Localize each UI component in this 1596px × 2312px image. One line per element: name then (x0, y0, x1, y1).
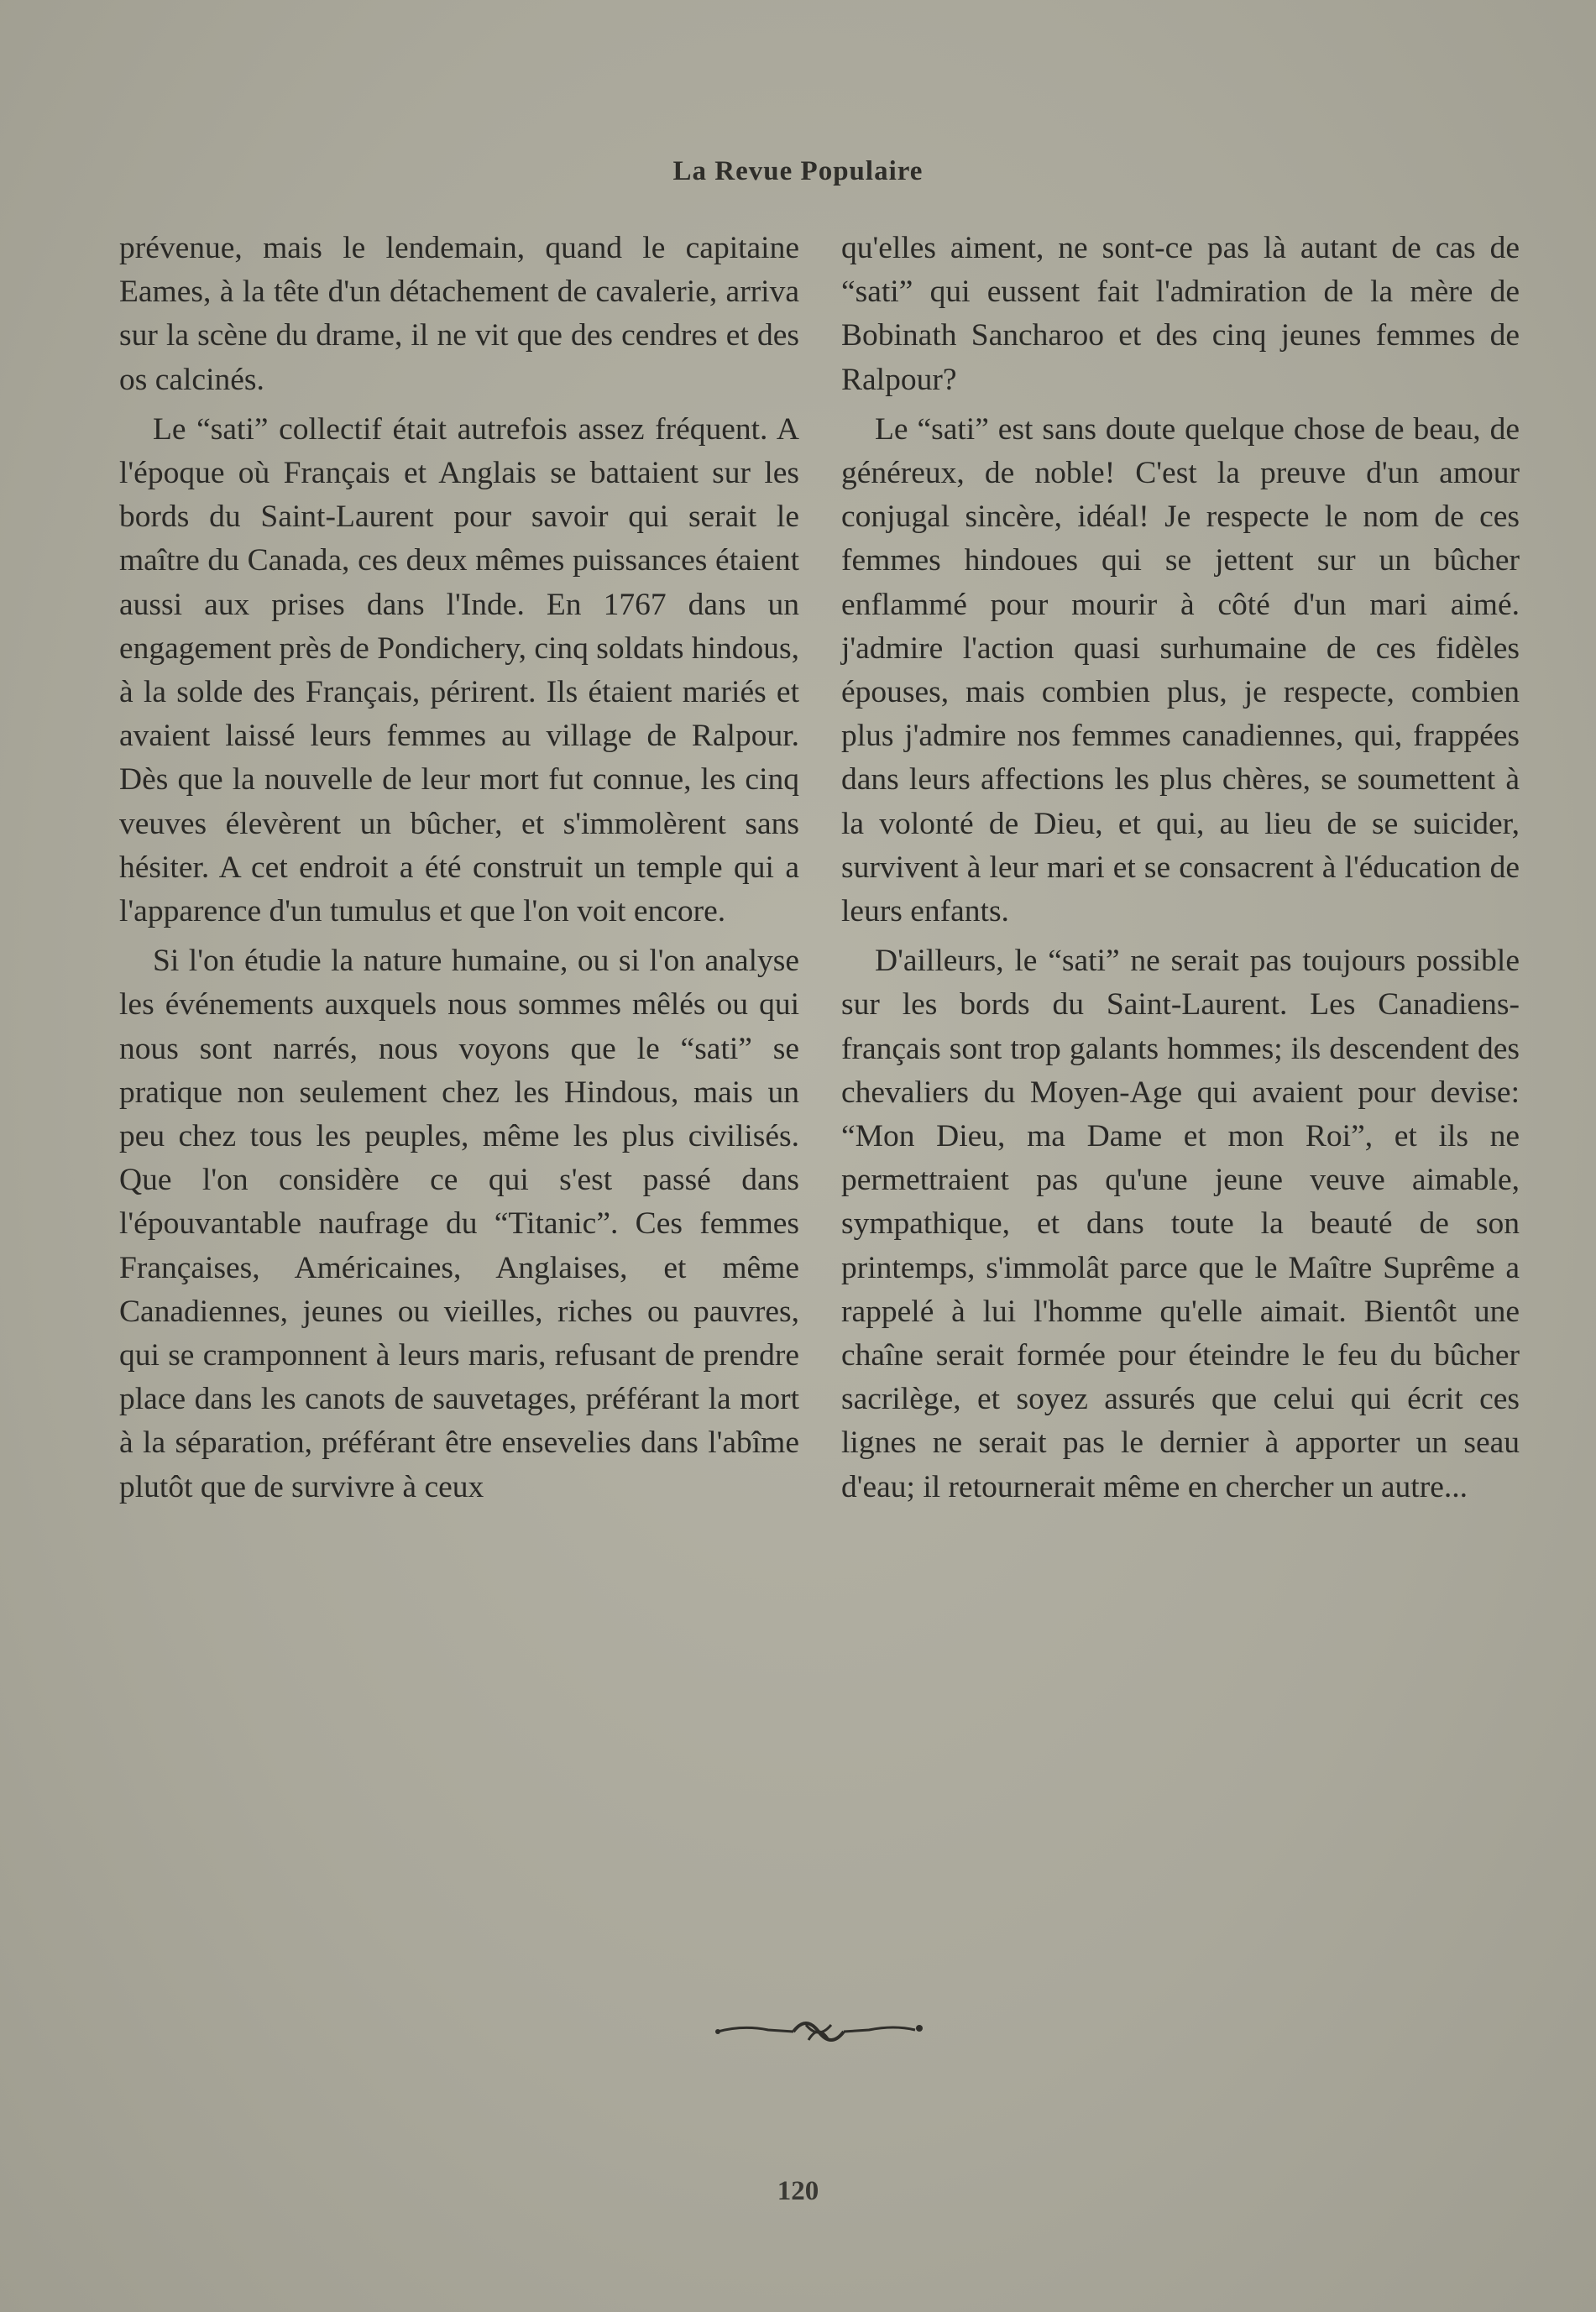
paragraph-continuation: qu'elles aiment, ne sont-ce pas là autant de cas de “sati” qui eussent fait l'admiration de la mère de Bobinath Sancharoo et des cinq jeunes femmes de Ralpour? (841, 231, 1520, 397)
page-number: 120 (777, 2176, 819, 2206)
fleuron-ornament-icon (709, 2006, 928, 2057)
running-header: La Revue Populaire (672, 156, 924, 186)
paragraph: Le “sati” collectif était autrefois assez fréquent. A l'époque où Français et Anglais se battaient sur les bords du Saint-Laurent pour savoir qui serait le maître du Canada, ces deux mêmes puissances étaient aussi aux prises dans l'Inde. En 1767 dans un engagement près de Pondichery, cinq soldats hindous, à la solde des Français, périrent. Ils étaient mariés et avaient laissé leurs femmes au village de Ralpour. Dès que la nouvelle de leur mort fut connue, les cinq veuves élevèrent un bûcher, et s'immolèrent sans hésiter. A cet endroit a été construit un temple qui a l'apparence d'un tumulus et que l'on voit encore. (119, 411, 799, 929)
right-column (841, 227, 1520, 1515)
paragraph: Si l'on étudie la nature humaine, ou si l'on analyse les événements auxquels nous sommes mêlés ou qui nous sont narrés, nous voyons que le “sati” se pratique non seulement chez les Hindous, mais un peu chez tous les peuples, même les plus civilisés. Que l'on considère ce qui s'est passé dans l'épouvantable naufrage du “Titanic”. Ces femmes Françaises, Américaines, Anglaises, et même Canadiennes, jeunes ou vieilles, riches ou pauvres, qui se cramponnent à leurs maris, refusant de prendre place dans les canots de sauvetages, préférant la mort à la séparation, préférant être ensevelies dans l'abîme plutôt que de survivre à ceux (119, 944, 799, 1504)
paragraph-continuation: prévenue, mais le lendemain, quand le capitaine Eames, à la tête d'un détachement de cavalerie, arriva sur la scène du drame, il ne vit que des cendres et des os calcinés. (119, 231, 799, 397)
paragraph: Le “sati” est sans doute quelque chose de beau, de généreux, de noble! C'est la preuve d'un amour conjugal sincère, idéal! Je respecte le nom de ces femmes hindoues qui se jettent sur un bûcher enflammé pour mourir à côté d'un mari aimé. j'admire l'action quasi surhumaine de ces fidèles épouses, mais combien plus, je respecte, combien plus j'admire nos femmes canadiennes, qui, frappées dans leurs affections les plus chères, se soumettent à la volonté de Dieu, et qui, au lieu de se suicider, survivent à leur mari et se consacrent à l'éducation de leurs enfants. (841, 411, 1520, 929)
left-column (119, 227, 799, 1515)
paragraph: D'ailleurs, le “sati” ne serait pas toujours possible sur les bords du Saint-Laurent. Les Canadiens-français sont trop galants hommes; ils descendent des chevaliers du Moyen-Age qui avaient pour devise: “Mon Dieu, ma Dame et mon Roi”, et ils ne permettraient pas qu'une jeune veuve aimable, sympathique, et dans toute la beauté de son printemps, s'immolât parce que le Maître Suprême a rappelé à lui l'homme qu'elle aimait. Bientôt une chaîne serait formée pour éteindre le feu du bûcher sacrilège, et soyez assurés que celui qui écrit ces lignes ne serait pas le dernier à apporter un seau d'eau; il retournerait même en chercher un autre... (841, 944, 1520, 1504)
